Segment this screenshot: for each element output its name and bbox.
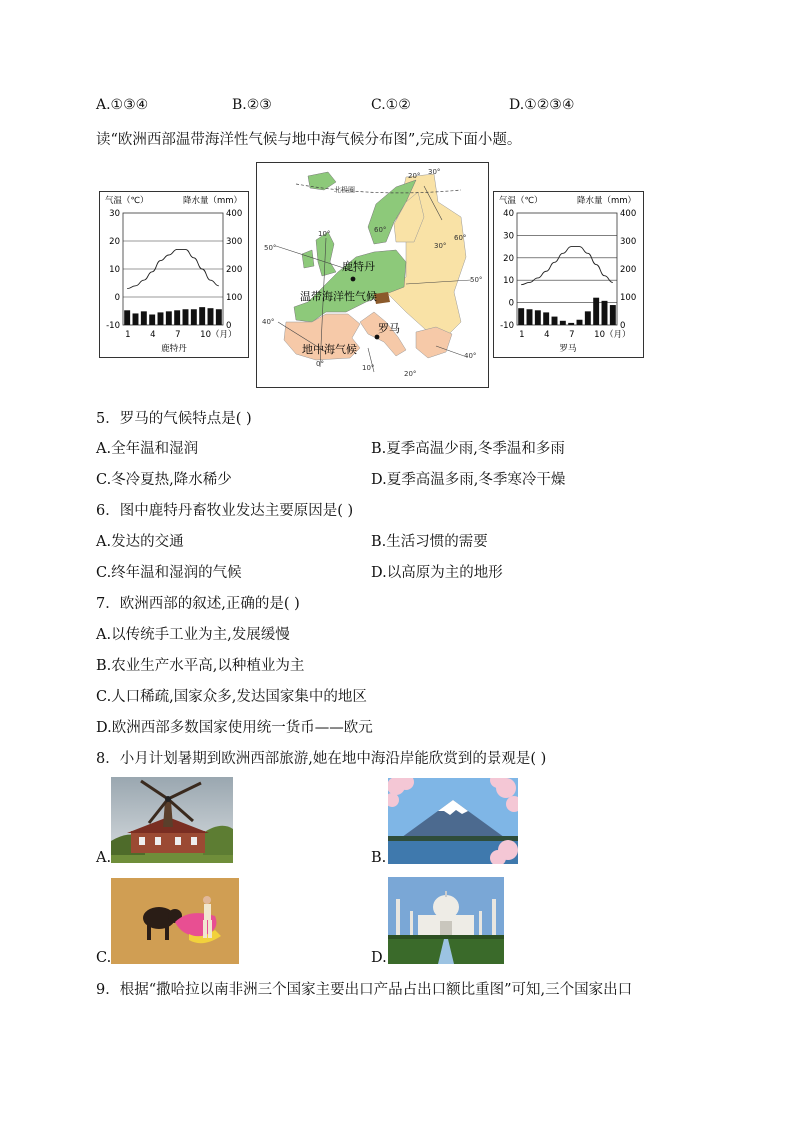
temp-axis-label: 气温（℃） [499,196,543,206]
option-prev-b: B.②③ [232,97,272,113]
precip-bar [585,311,591,325]
temp-tick: 40 [503,209,514,219]
lon-label: 10° [318,230,331,238]
temp-tick: 20 [503,253,514,264]
precip-bar [124,310,130,325]
q7-stem: 7．欧洲西部的叙述,正确的是( ) [96,596,300,612]
precip-bar [141,311,147,325]
precip-bar [199,307,205,325]
temp-tick: 10 [109,265,120,275]
lon-label: 20° [408,172,421,180]
precip-bar [133,313,139,325]
rome-label: 罗马 [378,322,400,335]
taj-mahal-photo [388,877,504,964]
rotterdam-climate-chart [99,191,249,358]
q6-option-a: A.发达的交通 [96,534,184,550]
lat-label: 40° [464,352,477,360]
precip-bar [518,308,524,325]
option-prev-d: D.①②③④ [509,97,575,113]
chart-city-label: 鹿特丹 [161,344,187,354]
temp-tick: 30 [109,209,120,219]
q6-option-b: B.生活习惯的需要 [371,534,488,550]
q9-stem: 9．根据“撒哈拉以南非洲三个国家主要出口产品占出口额比重图”可知,三个国家出口 [96,982,633,998]
arctic-circle-label: 北极圈 [334,186,355,194]
lon-label: 30° [434,242,447,250]
q8-option-a: A. [96,850,112,866]
q5-option-d: D.夏季高温多雨,冬季寒冷干燥 [371,472,566,488]
q5-option-a: A.全年温和湿润 [96,441,199,457]
precip-tick: 0 [620,321,626,331]
lon-label: 20° [404,370,417,378]
mount-fuji-photo [388,778,518,864]
precip-bar [602,301,608,325]
precip-bar [527,309,533,325]
precip-tick: 100 [620,293,637,303]
temp-tick: 0 [114,293,120,303]
precip-tick: 300 [620,237,637,247]
precip-bar [610,305,616,325]
month-tick: 1 [125,330,131,340]
precip-tick: 100 [226,293,243,303]
precip-bar [191,309,197,325]
precip-bar [543,312,549,325]
precip-bar [183,309,189,325]
q7-option-a: A.以传统手工业为主,发展缓慢 [96,627,290,643]
precip-axis-label: 降水量（mm） [577,196,637,206]
precip-bar [149,315,155,326]
month-tick: 7 [569,330,575,340]
precip-axis-label: 降水量（mm） [183,196,243,206]
precip-tick: 300 [226,237,243,247]
month-tick: 4 [150,330,156,340]
precip-bar [552,317,558,325]
q8-option-b: B. [371,850,387,866]
rotterdam-label: 鹿特丹 [342,260,375,273]
precip-bar [158,312,164,325]
month-tick: 10（月） [594,330,631,340]
month-tick: 7 [175,330,181,340]
q5-option-b: B.夏季高温少雨,冬季温和多雨 [371,441,565,457]
lat-label: 30° [428,168,441,176]
temp-tick: -10 [500,321,514,331]
precip-bar [568,323,574,325]
precip-bar [535,310,541,325]
europe-climate-map [256,162,489,388]
temp-tick: 30 [503,231,514,242]
q8-option-d: D. [371,950,387,966]
maritime-climate-label: 温带海洋性气候 [300,290,377,303]
precip-bar [216,309,222,325]
temp-tick: 10 [503,276,514,287]
precip-tick: 0 [226,321,232,331]
q7-option-b: B.农业生产水平高,以种植业为主 [96,658,305,674]
q6-option-d: D.以高原为主的地形 [371,565,503,581]
option-prev-a: A.①③④ [96,97,149,113]
lat-label: 40° [262,318,275,326]
lat-label: 50° [470,276,483,284]
q8-option-c: C. [96,950,112,966]
temp-tick: 0 [508,298,514,309]
month-tick: 4 [544,330,550,340]
bullfight-photo [111,878,239,964]
mediterranean-climate-label: 地中海气候 [302,343,357,356]
precip-bar [560,321,566,325]
precip-tick: 200 [620,265,637,275]
lon-label: 0° [316,360,324,368]
lon-label: 10° [362,364,375,372]
q6-option-c: C.终年温和湿润的气候 [96,565,242,581]
q8-stem: 8．小月计划暑期到欧洲西部旅游,她在地中海沿岸能欣赏到的景观是( ) [96,751,547,767]
temp-axis-label: 气温（℃） [105,196,149,206]
temp-tick: -10 [106,321,120,331]
precip-bar [174,310,180,325]
precip-bar [166,311,172,325]
q6-stem: 6．图中鹿特丹畜牧业发达主要原因是( ) [96,503,354,519]
precip-tick: 400 [226,209,243,219]
precip-tick: 200 [226,265,243,275]
lon-label: 60° [454,234,467,242]
rome-climate-chart [493,191,644,358]
q7-option-d: D.欧洲西部多数国家使用统一货币——欧元 [96,720,373,736]
temp-tick: 20 [109,237,120,247]
month-tick: 10（月） [200,330,237,340]
month-tick: 1 [519,330,525,340]
option-prev-c: C.①② [371,97,411,113]
precip-bar [593,298,599,325]
intro-text: 读“欧洲西部温带海洋性气候与地中海气候分布图”,完成下面小题。 [96,132,522,148]
q5-stem: 5．罗马的气候特点是( ) [96,411,252,427]
chart-city-label: 罗马 [559,344,577,354]
lat-label: 60° [374,226,387,234]
precip-bar [577,320,583,325]
lat-label: 50° [264,244,277,252]
q5-option-c: C.冬冷夏热,降水稀少 [96,472,232,488]
windmill-photo [111,777,233,863]
precip-tick: 400 [620,209,637,219]
precip-bar [208,308,214,325]
q7-option-c: C.人口稀疏,国家众多,发达国家集中的地区 [96,689,367,705]
